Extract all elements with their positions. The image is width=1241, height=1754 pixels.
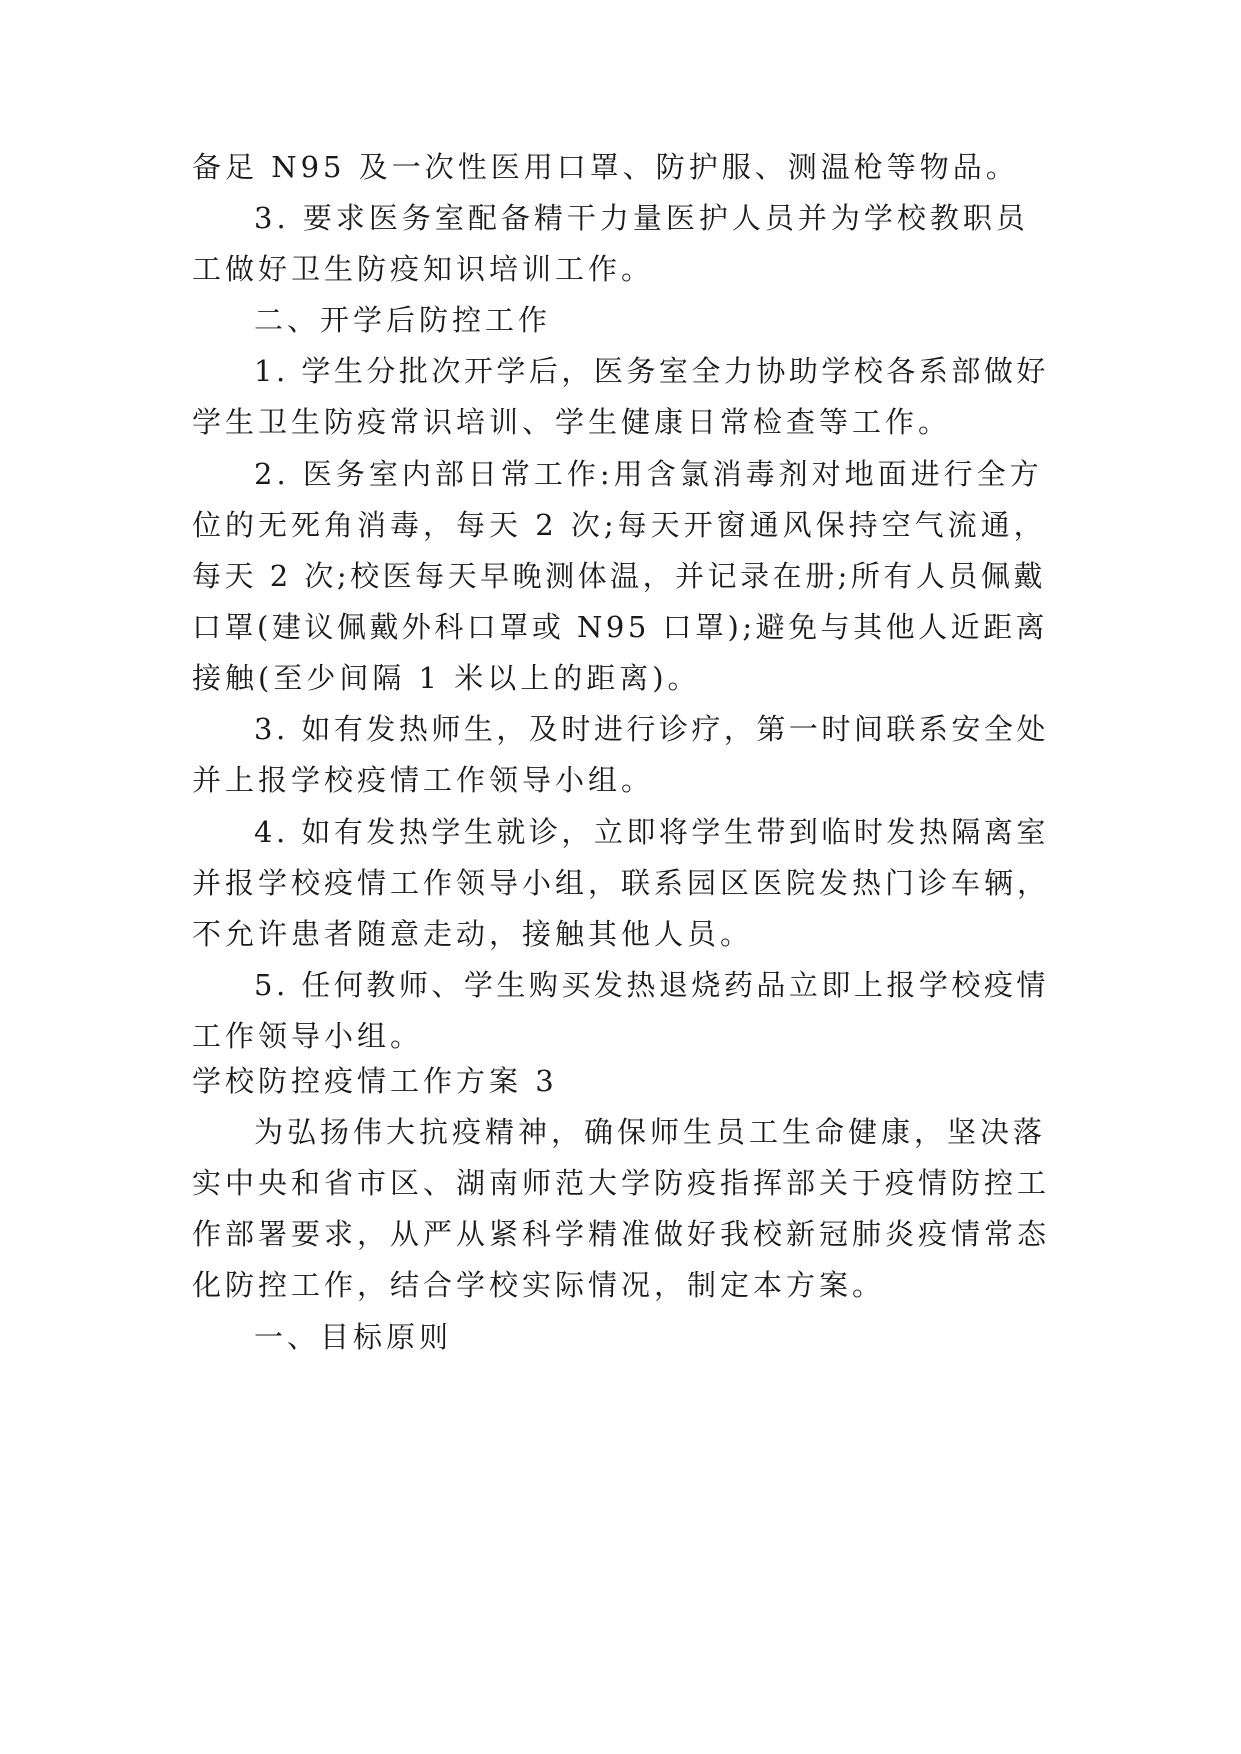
text-line: 作部署要求，从严从紧科学精准做好我校新冠肺炎疫情常态 xyxy=(192,1217,1051,1251)
text-line: 工做好卫生防疫知识培训工作。 xyxy=(192,252,655,286)
text-line: 4. 如有发热学生就诊，立即将学生带到临时发热隔离室 xyxy=(254,815,1049,849)
document-title: 学校防控疫情工作方案 3 xyxy=(192,1064,558,1098)
text-line: 学生卫生防疫常识培训、学生健康日常检查等工作。 xyxy=(192,405,952,439)
text-line: 5. 任何教师、学生购买发热退烧药品立即上报学校疫情 xyxy=(254,968,1049,1002)
section-heading: 二、开学后防控工作 xyxy=(254,303,552,337)
text-line: 备足 N95 及一次性医用口罩、防护服、测温枪等物品。 xyxy=(192,150,1019,184)
text-line: 并上报学校疫情工作领导小组。 xyxy=(192,763,655,797)
text-line: 位的无死角消毒，每天 2 次;每天开窗通风保持空气流通， xyxy=(192,508,1047,542)
text-line: 1. 学生分批次开学后，医务室全力协助学校各系部做好 xyxy=(254,354,1049,388)
text-line: 口罩(建议佩戴外科口罩或 N95 口罩);避免与其他人近距离 xyxy=(192,610,1049,644)
text-line: 化防控工作，结合学校实际情况，制定本方案。 xyxy=(192,1268,886,1302)
text-line: 不允许患者随意走动，接触其他人员。 xyxy=(192,917,754,951)
text-line: 每天 2 次;校医每天早晚测体温，并记录在册;所有人员佩戴 xyxy=(192,559,1046,593)
text-line: 为弘扬伟大抗疫精神，确保师生员工生命健康，坚决落 xyxy=(254,1115,1047,1149)
text-line: 3. 如有发热师生，及时进行诊疗，第一时间联系安全处 xyxy=(254,712,1049,746)
text-line: 接触(至少间隔 1 米以上的距离)。 xyxy=(192,661,701,695)
text-line: 工作领导小组。 xyxy=(192,1019,424,1053)
text-line: 3. 要求医务室配备精干力量医护人员并为学校教职员 xyxy=(254,201,1029,235)
text-line: 实中央和省市区、湖南师范大学防疫指挥部关于疫情防控工 xyxy=(192,1166,1051,1200)
text-line: 并报学校疫情工作领导小组，联系园区医院发热门诊车辆， xyxy=(192,866,1051,900)
text-line: 2. 医务室内部日常工作:用含氯消毒剂对地面进行全方 xyxy=(254,457,1043,491)
section-heading: 一、目标原则 xyxy=(254,1320,453,1354)
